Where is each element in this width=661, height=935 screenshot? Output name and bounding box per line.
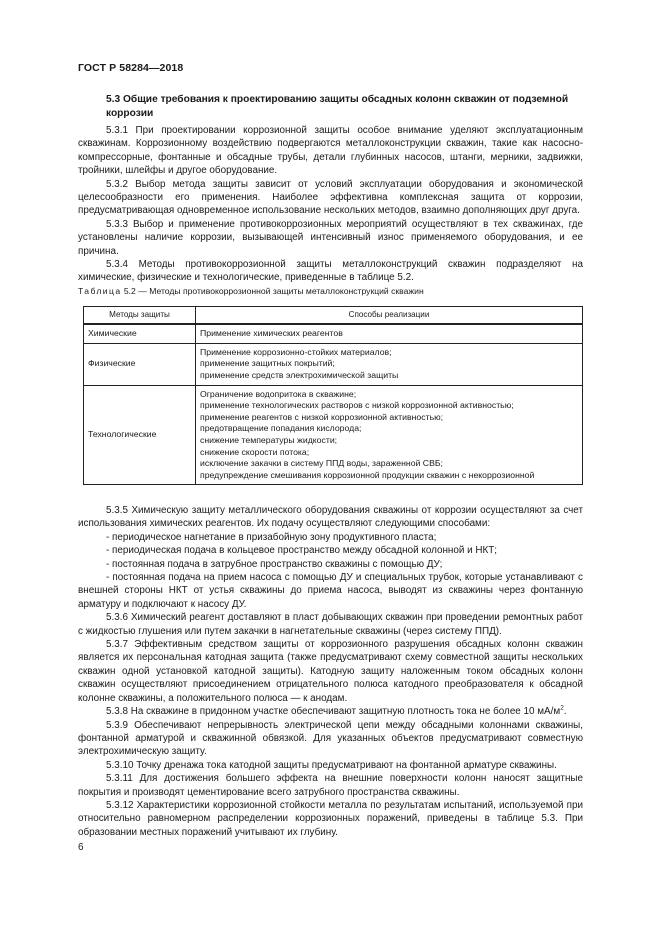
intro-paragraphs [78, 124, 583, 285]
ways-physical [196, 343, 583, 385]
way-item: снижение температуры жидкости; [200, 434, 338, 445]
table-header-row [84, 307, 583, 325]
paragraph-5-3-1: 5.3.1 При проектировании коррозионной защиты особое внимание уделяют эксплуатационным скважинам. Коррозионному воздействию подвергаются металлоконструкции скважин, такие как насосно-компрессорные, фонтанные и обсадные трубы, детали глубинных насосов, штанги, мерники, задвижки, тройники, шлейфы и другое оборудование. [78, 125, 583, 177]
body-paragraphs [78, 504, 583, 839]
paragraph-5-3-6: 5.3.6 Химический реагент доставляют в пласт добывающих скважин при проведении ремонтных работ с жидкостью глушения или путем закачки в нагнетательные скважины (через систему ППД). [78, 612, 583, 637]
paragraph-5-3-10: 5.3.10 Точку дренажа тока катодной защиты предусматривают на фонтанной арматуре скважины. [106, 759, 557, 771]
way-item: Ограничение водопритока в скважине; [200, 388, 357, 399]
document-code: ГОСТ Р 58284—2018 [78, 62, 184, 74]
page-number: 6 [78, 842, 84, 853]
methods-table [83, 306, 583, 485]
paragraph-5-3-9: 5.3.9 Обеспечивают непрерывность электрической цепи между обсадными колоннами скважины, фонтанной арматурой и скважинной обвязкой. Для указанных объектов предусматривают совместную электрохимическую защиту. [78, 719, 583, 758]
paragraph-5-3-11: 5.3.11 Для достижения большего эффекта на внешние поверхности колонн наносят защитные покрытия и производят цементирование всего затрубного пространства скважины. [78, 773, 583, 798]
list-item: - постоянная подача на прием насоса с помощью ДУ и специальных трубок, которые устанавливают с внешней стороны НКТ от устья скважины до приема насоса, выводят из скважины через фонтанную арматуру и подключают к насосу ДУ. [78, 572, 583, 610]
paragraph-5-3-8-text: 5.3.8 На скважине в придонном участке обеспечивают защитную плотность тока не более 10 мА/м [106, 706, 561, 718]
header-methods: Методы защиты [84, 307, 196, 325]
header-ways: Способы реализации [196, 307, 583, 325]
table-row [84, 324, 583, 343]
table-caption-prefix: Таблица [78, 286, 122, 296]
list-item: - периодическая подача в кольцевое пространство между обсадной колонной и НКТ; [106, 545, 498, 557]
method-physical: Физические [84, 343, 196, 385]
paragraph-5-3-8 [78, 705, 583, 718]
way-item: Применение коррозионно-стойких материалов; [200, 346, 392, 357]
way-item: предупреждение смешивания коррозионной продукции скважин с некоррозионной [200, 469, 535, 480]
paragraph-5-3-4: 5.3.4 Методы противокоррозионной защиты металлоконструкций скважин подразделяют на химические, физические и технологические, приведенные в таблице 5.2. [78, 259, 583, 284]
ways-technological [196, 385, 583, 485]
list-item: - периодическое нагнетание в призабойную зону продуктивного пласта; [106, 531, 437, 543]
superscript-two: 2 [560, 704, 564, 712]
paragraph-5-3-3: 5.3.3 Выбор и применение противокоррозионных мероприятий осуществляют в тех скважинах, где установлены наличие коррозии, вызывающей интенсивный износ применяемого оборудования, и ее причина. [78, 218, 583, 257]
table-caption [78, 285, 583, 297]
section-title: 5.3 Общие требования к проектированию защиты обсадных колонн скважин от подземной коррозии [106, 94, 569, 119]
table-caption-text: 5.2 — Методы противокоррозионной защиты металлоконструкций скважин [123, 286, 424, 296]
method-chemical: Химические [84, 324, 196, 343]
way-item: предотвращение попадания кислорода; [200, 423, 362, 434]
way-item: исключение закачки в систему ППД воды, зараженной СВБ; [200, 458, 443, 469]
paragraph-5-3-7: 5.3.7 Эффективным средством защиты от коррозионного разрушения обсадных колонн скважин является их персональная катодная защита (также предусматривают схему совместной защиты нескольких скважин одной установкой катодной защиты). Катодную защиту наложенным током обсадных колонн скважин осуществляют присоединением отрицательного полюса катодного преобразователя к обсадной колонне скважины, а положительного полюса — к анодам. [78, 639, 583, 704]
way-item: Применение химических реагентов [200, 328, 343, 338]
way-item: применение средств электрохимической защиты [200, 369, 399, 380]
method-technological: Технологические [84, 385, 196, 485]
table-row [84, 385, 583, 485]
way-item: применение технологических растворов с низкой коррозионной активностью; [200, 400, 514, 411]
way-item: применение реагентов с низкой коррозионной активностью; [200, 411, 444, 422]
paragraph-5-3-5: 5.3.5 Химическую защиту металлического оборудования скважины от коррозии осуществляют за счет использования химических реагентов. Их подачу осуществляют следующими способами: [78, 505, 583, 530]
paragraph-5-3-8-end: . [563, 706, 567, 718]
table-row [84, 343, 583, 385]
way-item: применение защитных покрытий; [200, 358, 335, 369]
way-item: снижение скорости потока; [200, 446, 310, 457]
ways-chemical [196, 324, 583, 343]
paragraph-5-3-2: 5.3.2 Выбор метода защиты зависит от условий эксплуатации оборудования и экономической целесообразности его применения. Наиболее эффективна комплексная защита от коррозии, предусматривающая одновременное использование нескольких методов, взаимно дополняющих друг друга. [78, 178, 583, 217]
list-item: - постоянная подача в затрубное пространство скважины с помощью ДУ; [106, 558, 443, 570]
paragraph-5-3-12: 5.3.12 Характеристики коррозионной стойкости металла по результатам испытаний, используемой при относительно равномерном распределении коррозионных поражений, приведены в таблице 5.3. При образовании местных поражений учитывают их глубину. [78, 799, 583, 838]
